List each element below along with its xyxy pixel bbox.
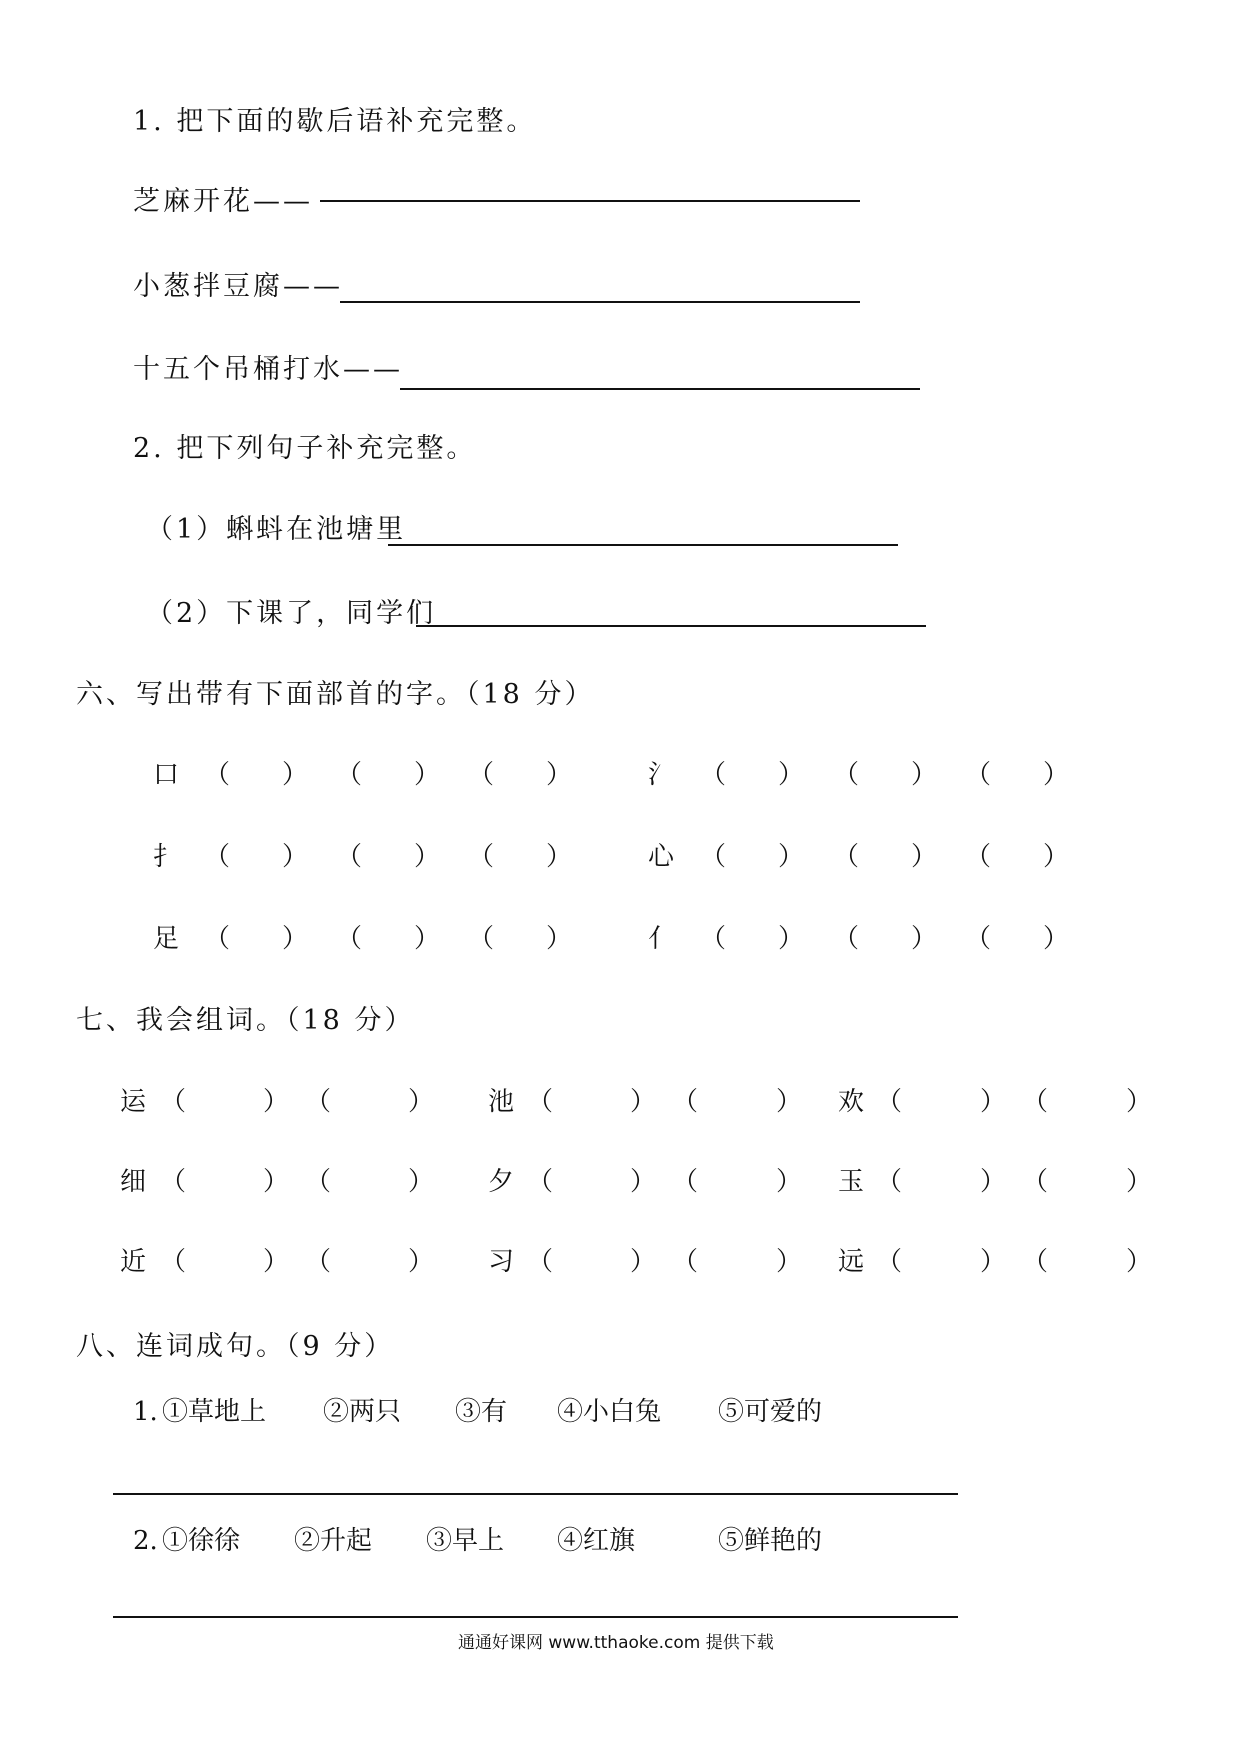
paren-close: ）: [408, 1247, 435, 1277]
word-tile: ③早上: [426, 1526, 505, 1556]
answer-line-idiom-1[interactable]: [320, 200, 860, 202]
paren-open: （: [700, 760, 727, 790]
paren-open: （: [160, 1167, 187, 1197]
paren-close: ）: [630, 1167, 657, 1197]
word-tile: ①草地上: [162, 1397, 267, 1427]
idiom-prompt-2: 小葱拌豆腐——: [133, 271, 343, 302]
q1-number: 1.: [133, 1397, 158, 1427]
paren-close: ）: [408, 1087, 435, 1117]
paren-close: ）: [630, 1087, 657, 1117]
word-char: 池: [488, 1087, 515, 1117]
paren-close: ）: [414, 842, 441, 872]
paren-open: （: [336, 760, 363, 790]
sentence-prompt-1: （1）蝌蚪在池塘里: [146, 514, 407, 545]
word-tile: ④小白兔: [557, 1397, 662, 1427]
part2-title: 2. 把下列句子补充完整。: [133, 433, 477, 464]
paren-close: ）: [546, 760, 573, 790]
paren-close: ）: [282, 924, 309, 954]
paren-close: ）: [776, 1247, 803, 1277]
paren-open: （: [672, 1167, 699, 1197]
paren-close: ）: [1126, 1087, 1153, 1117]
paren-open: （: [965, 842, 992, 872]
paren-open: （: [468, 760, 495, 790]
paren-open: （: [468, 924, 495, 954]
paren-close: ）: [776, 1087, 803, 1117]
radical-left-1: 口: [153, 760, 180, 790]
answer-line-reorder-1[interactable]: [113, 1493, 958, 1495]
radical-right-2: 心: [648, 842, 675, 872]
section6-title: 六、写出带有下面部首的字。（18 分）: [76, 679, 595, 710]
word-tile: ③有: [455, 1397, 508, 1427]
idiom-prompt-3: 十五个吊桶打水——: [133, 354, 403, 385]
idiom-prompt-1: 芝麻开花——: [133, 186, 313, 217]
paren-open: （: [833, 924, 860, 954]
paren-close: ）: [263, 1167, 290, 1197]
section7-title: 七、我会组词。（18 分）: [76, 1005, 415, 1036]
paren-open: （: [160, 1247, 187, 1277]
paren-open: （: [336, 924, 363, 954]
paren-close: ）: [911, 924, 938, 954]
paren-open: （: [833, 842, 860, 872]
section8-title: 八、连词成句。（9 分）: [76, 1331, 395, 1362]
paren-open: （: [305, 1167, 332, 1197]
paren-open: （: [204, 760, 231, 790]
paren-close: ）: [911, 842, 938, 872]
paren-open: （: [305, 1087, 332, 1117]
paren-open: （: [876, 1167, 903, 1197]
q2-number: 2.: [133, 1526, 158, 1556]
paren-open: （: [700, 842, 727, 872]
part1-title: 1. 把下面的歇后语补充完整。: [133, 106, 537, 137]
radical-right-1: 氵: [648, 760, 675, 790]
word-tile: ⑤可爱的: [718, 1397, 823, 1427]
paren-close: ）: [1126, 1247, 1153, 1277]
paren-close: ）: [263, 1247, 290, 1277]
paren-close: ）: [1043, 924, 1070, 954]
paren-open: （: [876, 1247, 903, 1277]
word-tile: ②升起: [294, 1526, 373, 1556]
paren-open: （: [833, 760, 860, 790]
word-tile: ④红旗: [557, 1526, 636, 1556]
word-char: 夕: [488, 1167, 515, 1197]
word-tile: ①徐徐: [162, 1526, 241, 1556]
paren-close: ）: [778, 760, 805, 790]
paren-open: （: [204, 842, 231, 872]
paren-open: （: [1022, 1247, 1049, 1277]
radical-left-2: 扌: [153, 842, 180, 872]
paren-close: ）: [414, 924, 441, 954]
answer-line-idiom-2[interactable]: [340, 301, 860, 303]
paren-close: ）: [414, 760, 441, 790]
paren-open: （: [527, 1167, 554, 1197]
radical-left-3: 足: [153, 924, 180, 954]
paren-close: ）: [546, 924, 573, 954]
word-tile: ②两只: [323, 1397, 402, 1427]
paren-open: （: [160, 1087, 187, 1117]
word-char: 欢: [838, 1087, 865, 1117]
paren-close: ）: [776, 1167, 803, 1197]
paren-close: ）: [282, 842, 309, 872]
paren-open: （: [336, 842, 363, 872]
answer-line-reorder-2[interactable]: [113, 1616, 958, 1618]
radical-right-3: 亻: [648, 924, 675, 954]
paren-close: ）: [630, 1247, 657, 1277]
answer-line-idiom-3[interactable]: [400, 388, 920, 390]
answer-line-sentence-1[interactable]: [388, 544, 898, 546]
paren-close: ）: [980, 1167, 1007, 1197]
word-char: 远: [838, 1247, 865, 1277]
paren-close: ）: [980, 1247, 1007, 1277]
paren-open: （: [1022, 1087, 1049, 1117]
paren-open: （: [305, 1247, 332, 1277]
word-char: 运: [120, 1087, 147, 1117]
word-char: 近: [120, 1247, 147, 1277]
paren-open: （: [204, 924, 231, 954]
paren-open: （: [1022, 1167, 1049, 1197]
paren-open: （: [965, 760, 992, 790]
sentence-prompt-2: （2）下课了，同学们: [146, 598, 437, 629]
paren-close: ）: [911, 760, 938, 790]
paren-close: ）: [1043, 842, 1070, 872]
paren-open: （: [876, 1087, 903, 1117]
paren-close: ）: [1043, 760, 1070, 790]
answer-line-sentence-2[interactable]: [416, 625, 926, 627]
paren-close: ）: [778, 842, 805, 872]
paren-close: ）: [980, 1087, 1007, 1117]
paren-open: （: [527, 1247, 554, 1277]
paren-close: ）: [778, 924, 805, 954]
paren-open: （: [468, 842, 495, 872]
paren-open: （: [700, 924, 727, 954]
paren-open: （: [672, 1247, 699, 1277]
paren-close: ）: [263, 1087, 290, 1117]
footer-watermark: 通通好课网 www.tthaoke.com 提供下载: [458, 1633, 774, 1653]
word-char: 玉: [838, 1167, 865, 1197]
paren-open: （: [527, 1087, 554, 1117]
paren-close: ）: [1126, 1167, 1153, 1197]
word-char: 细: [120, 1167, 147, 1197]
paren-close: ）: [408, 1167, 435, 1197]
paren-close: ）: [546, 842, 573, 872]
word-char: 习: [488, 1247, 515, 1277]
paren-close: ）: [282, 760, 309, 790]
paren-open: （: [965, 924, 992, 954]
paren-open: （: [672, 1087, 699, 1117]
word-tile: ⑤鲜艳的: [718, 1526, 823, 1556]
